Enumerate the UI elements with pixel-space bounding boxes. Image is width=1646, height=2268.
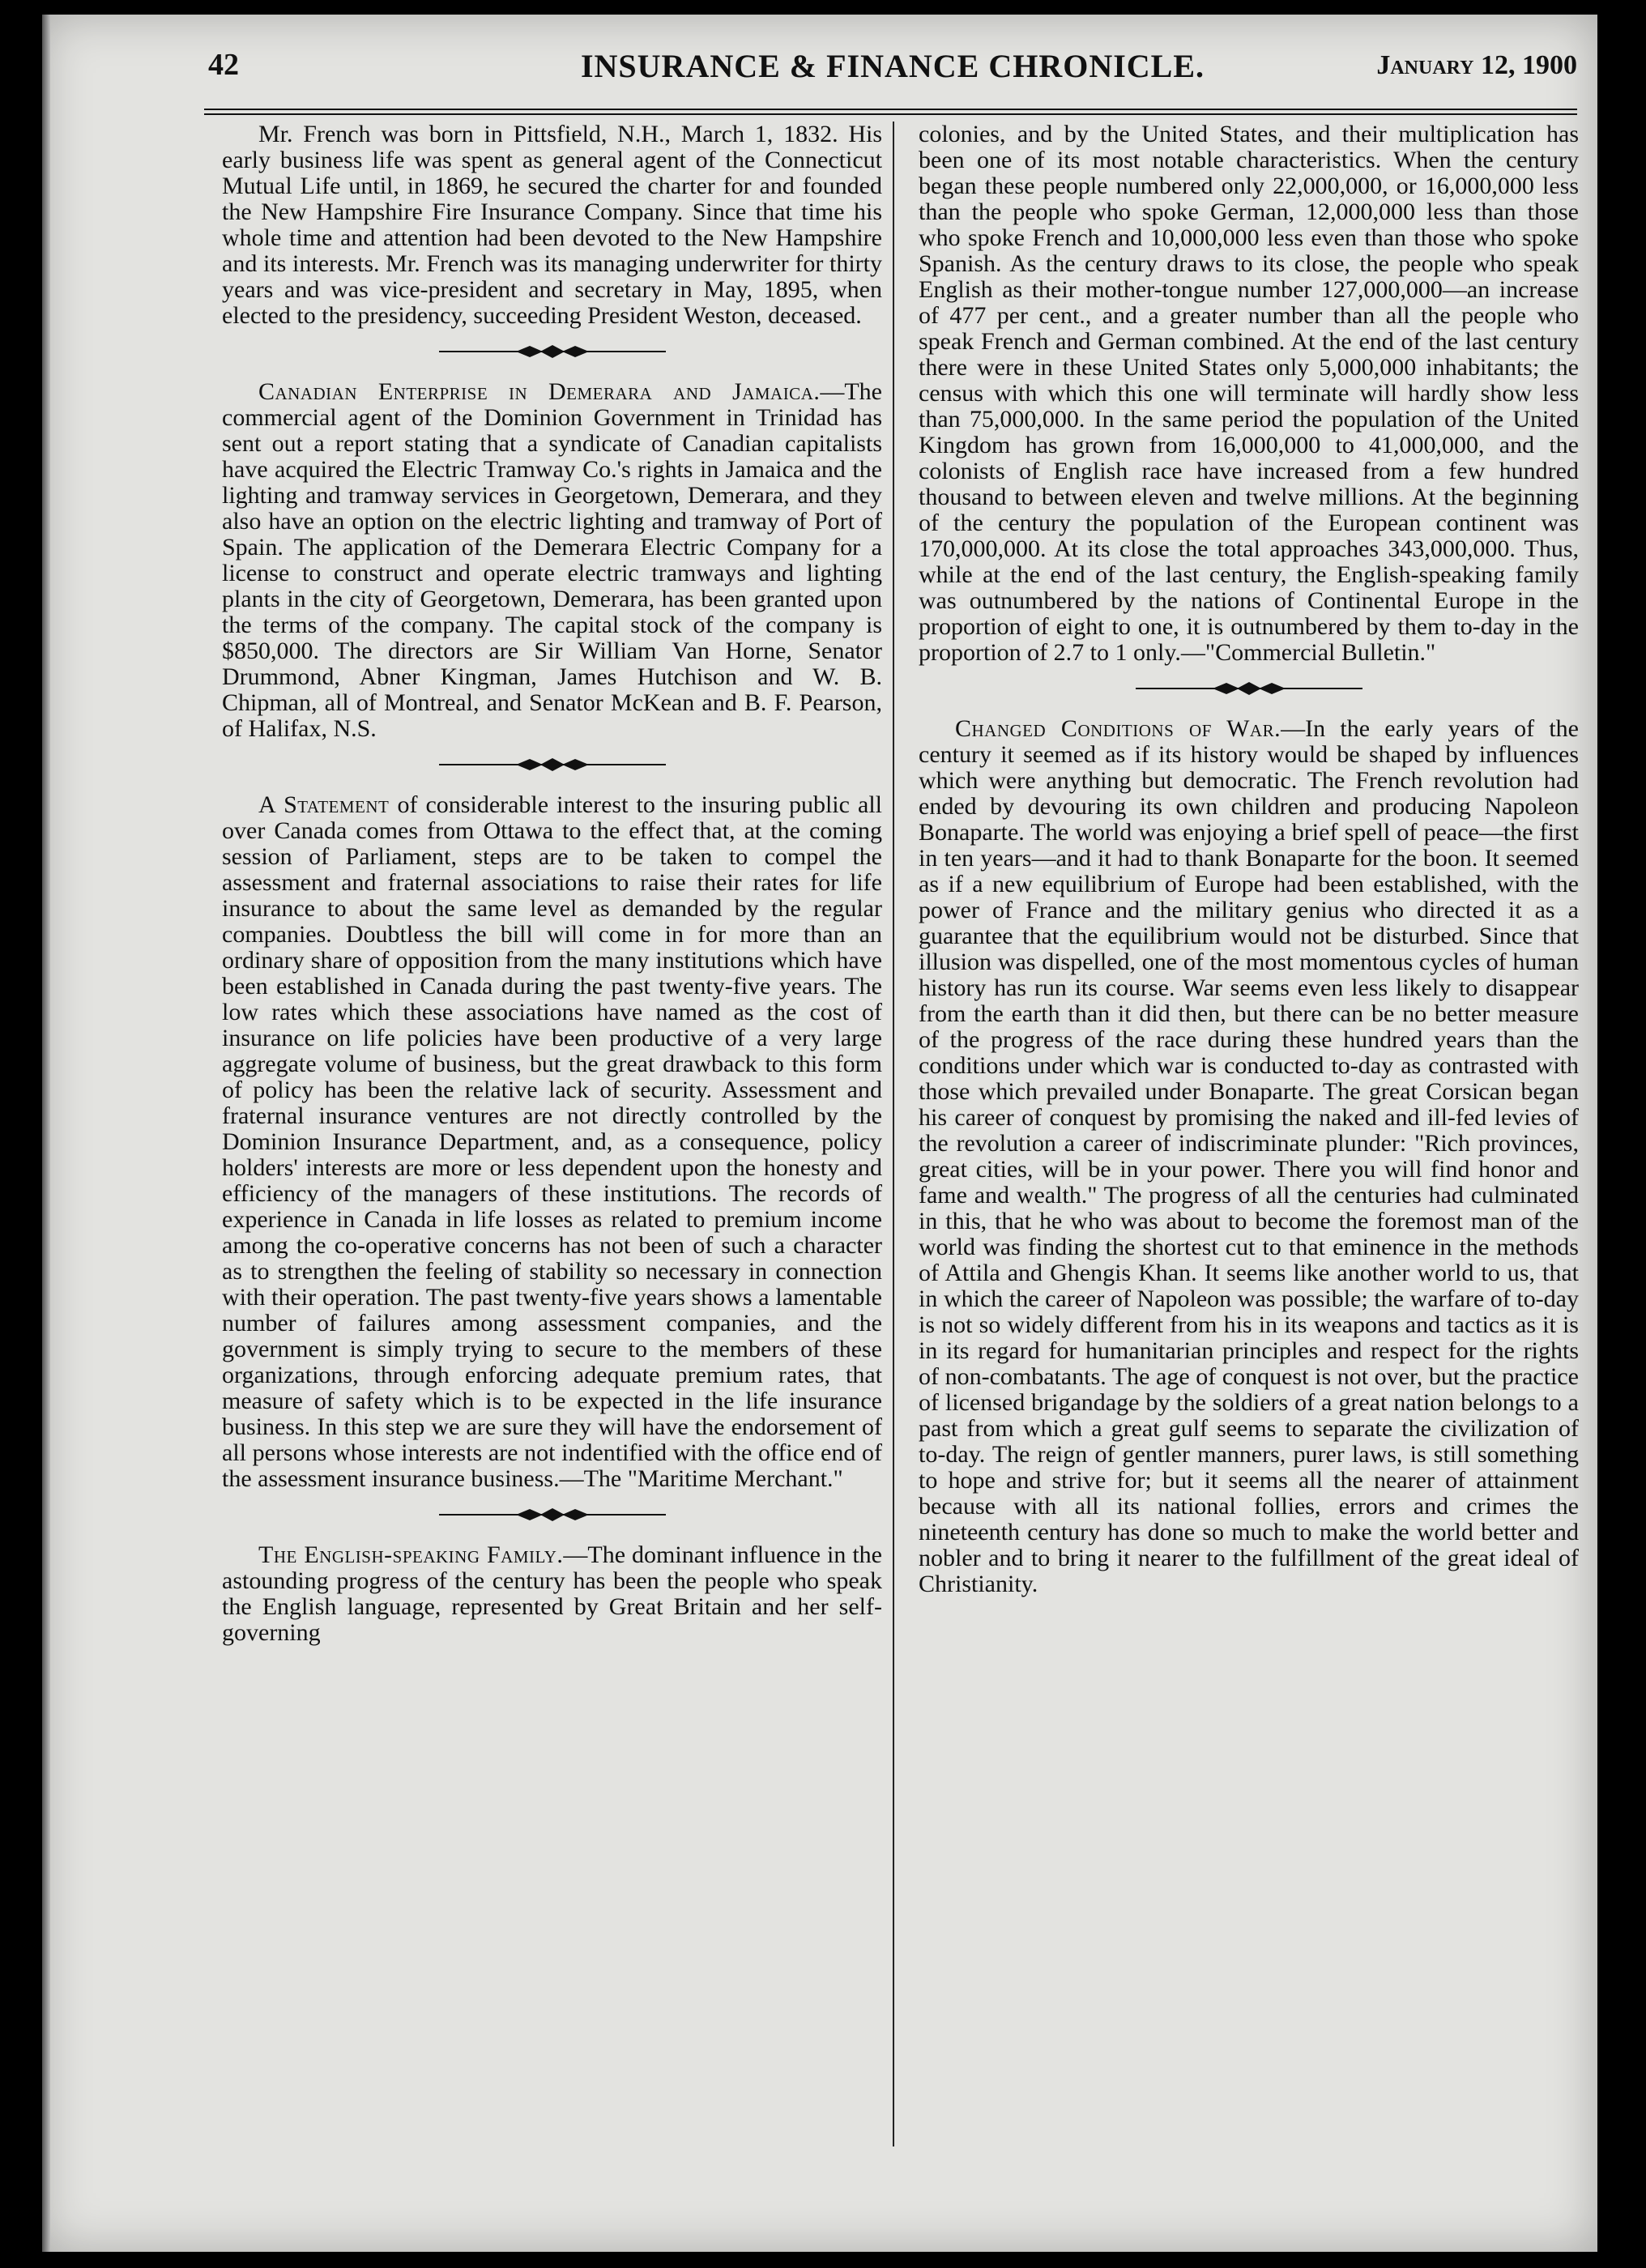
english-family-body: —The dominant influence in the astounding progress of the century has been the people who speak the English language, represented by Great Britain and her self-governing — [222, 1541, 882, 1646]
changed-conditions-article — [919, 716, 1579, 1597]
column-divider — [893, 122, 894, 2146]
page-header — [208, 47, 1577, 104]
statement-article — [222, 792, 882, 1492]
changed-conditions-heading: Changed Conditions of War. — [955, 715, 1281, 742]
section-divider-ornament — [439, 1505, 666, 1524]
statement-body: of considerable interest to the insuring public all over Canada comes from Ottawa to the effect that, at the coming session of Parliament, steps are to be taken to compel the assessment and fraternal associations to raise their rates for life insurance to about the same level as demanded by the regular companies. Doubtless the bill will come in for more than an ordinary share of opposition from the many institutions which have been established in Canada during the past twenty-five years. The low rates which these associations have named as the cost of insurance on life policies have been productive of a very large aggregate volume of business, but the great drawback to this form of policy has been the relative lack of security. Assessment and fraternal insurance ventures are not directly controlled by the Dominion Insurance Department, and, as a consequence, policy holders' interests are more or less dependent upon the honesty and efficiency of the managers of these institutions. The records of experience in Canada in life losses as related to premium income among the co-operative concerns has not been of such a character as to strengthen the feeling of stability so necessary in connection with their operation. The past twenty-five years shows a lamentable number of failures among assessment companies, and the government is simply trying to secure to the members of these organizations, through enforcing adequate premium rates, that measure of safety which is to be expected in the life insurance business. In this step we are sure they will have the endorsement of all persons whose interests are not indentified with the office end of the assessment insurance business.—The "Maritime Merchant." — [222, 791, 882, 1492]
french-obituary-paragraph: Mr. French was born in Pittsfield, N.H., March 1, 1832. His early business life was spent as general agent of the Connecticut Mutual Life until, in 1869, he secured the charter for and founded the New Hampshire Fire Insurance Company. Since that time his whole time and attention had been devoted to the New Hampshire and its interests. Mr. French was its managing underwriter for thirty years and was vice-president and secretary in May, 1895, when elected to the presidency, succeeding President Weston, deceased. — [222, 121, 882, 329]
english-family-heading: The English-speaking Family. — [258, 1541, 564, 1568]
canadian-enterprise-heading: Canadian Enterprise in Demerara and Jamaica. — [258, 378, 821, 405]
right-column — [919, 122, 1579, 1597]
statement-lead: A Statement — [258, 791, 390, 818]
publication-title: INSURANCE & FINANCE CHRONICLE. — [580, 48, 1205, 84]
left-column — [222, 122, 882, 1646]
changed-conditions-body: —In the early years of the century it seemed as if its history would be shaped by influences which were anything but democratic. The French revolution had ended by devouring its own children and producing Napoleon Bonaparte. The world was enjoying a brief spell of peace—the first in ten years—and it had to thank Bonaparte for the boon. It seemed as if a new equilibrium of Europe had been established, with the power of France and the military genius who directed it as a guarantee that the equilibrium would not be disturbed. Since that illusion was dispelled, one of the most momentous cycles of human history has run its course. War seems even less likely to disappear from the earth than it did then, but there can be no better measure of the progress of the race during these hundred years than the conditions under which war is conducted to-day as contrasted with those which prevailed under Bonaparte. The great Corsican began his career of conquest by promising the naked and ill-fed levies of the revolution a career of indiscriminate plunder: "Rich provinces, great cities, will be in your power. There you will find honor and fame and wealth." The progress of all the centuries had culminated in this, that he who was about to become the foremost man of the world was finding the shortest cut to that eminence in the methods of Attila and Ghengis Khan. It seems like another world to us, that in which the career of Napoleon was possible; the warfare of to-day is not so widely different from his in its weapons and tactics as it is in its regard for humanitarian principles and respect for the rights of non-combatants. The age of conquest is not over, but the practice of licensed brigandage by the soldiers of a great nation belongs to a past from which a great gulf seems to separate the civilization of to-day. The reign of gentler manners, purer laws, is still something to hope and strive for; but it seems all the nearer of attainment because with all its national follies, errors and crimes the nineteenth century has done so much to make the world better and nobler and to bring it nearer to the fulfillment of the great ideal of Christianity. — [919, 715, 1579, 1597]
newspaper-page — [42, 15, 1597, 2252]
section-divider-ornament — [439, 755, 666, 774]
canadian-enterprise-article — [222, 379, 882, 742]
english-family-continued: colonies, and by the United States, and their multiplication has been one of its most notable characteristics. When the century began these people numbered only 22,000,000, or 16,000,000 less than the people who spoke German, 12,000,000 less than those who spoke French and 10,000,000 less even than those who spoke Spanish. As the century draws to its close, the people who speak English as their mother-tongue number 127,000,000—an increase of 477 per cent., and a greater number than all the people who speak French and German combined. At the end of the last century there were in these United States only 5,000,000 inhabitants; the census with which this one will terminate will hardly show less than 75,000,000. In the same period the population of the United Kingdom has grown from 16,000,000 to 41,000,000, and the colonists of English race have increased from a few hundred thousand to between eleven and twelve millions. At the beginning of the century the population of the European continent was 170,000,000. At its close the total approaches 343,000,000. Thus, while at the end of the last century, the English-speaking family was outnumbered by the nations of Continental Europe in the proportion of eight to one, it is outnumbered by them to-day in the proportion of 2.7 to 1 only.—"Commercial Bulletin." — [919, 121, 1579, 666]
page-number: 42 — [208, 48, 239, 82]
english-family-article — [222, 1542, 882, 1646]
header-rule — [204, 109, 1577, 115]
canadian-enterprise-body: —The commercial agent of the Dominion Government in Trinidad has sent out a report stating that a syndicate of Canadian capitalists have acquired the Electric Tramway Co.'s rights in Jamaica and the lighting and tramway services in Georgetown, Demerara, and they also have an option on the electric lighting and tramway of Port of Spain. The application of the Demerara Electric Company for a license to construct and operate electric tramways and lighting plants in the city of Georgetown, Demerara, has been granted upon the terms of the company. The capital stock of the company is $850,000. The directors are Sir William Van Horne, Senator Drummond, Abner Kingman, James Hutchison and W. B. Chipman, all of Montreal, and Senator McKean and B. F. Pearson, of Halifax, N.S. — [222, 378, 882, 742]
section-divider-ornament — [439, 342, 666, 361]
issue-date: January 12, 1900 — [1376, 50, 1577, 80]
section-divider-ornament — [1136, 679, 1362, 698]
